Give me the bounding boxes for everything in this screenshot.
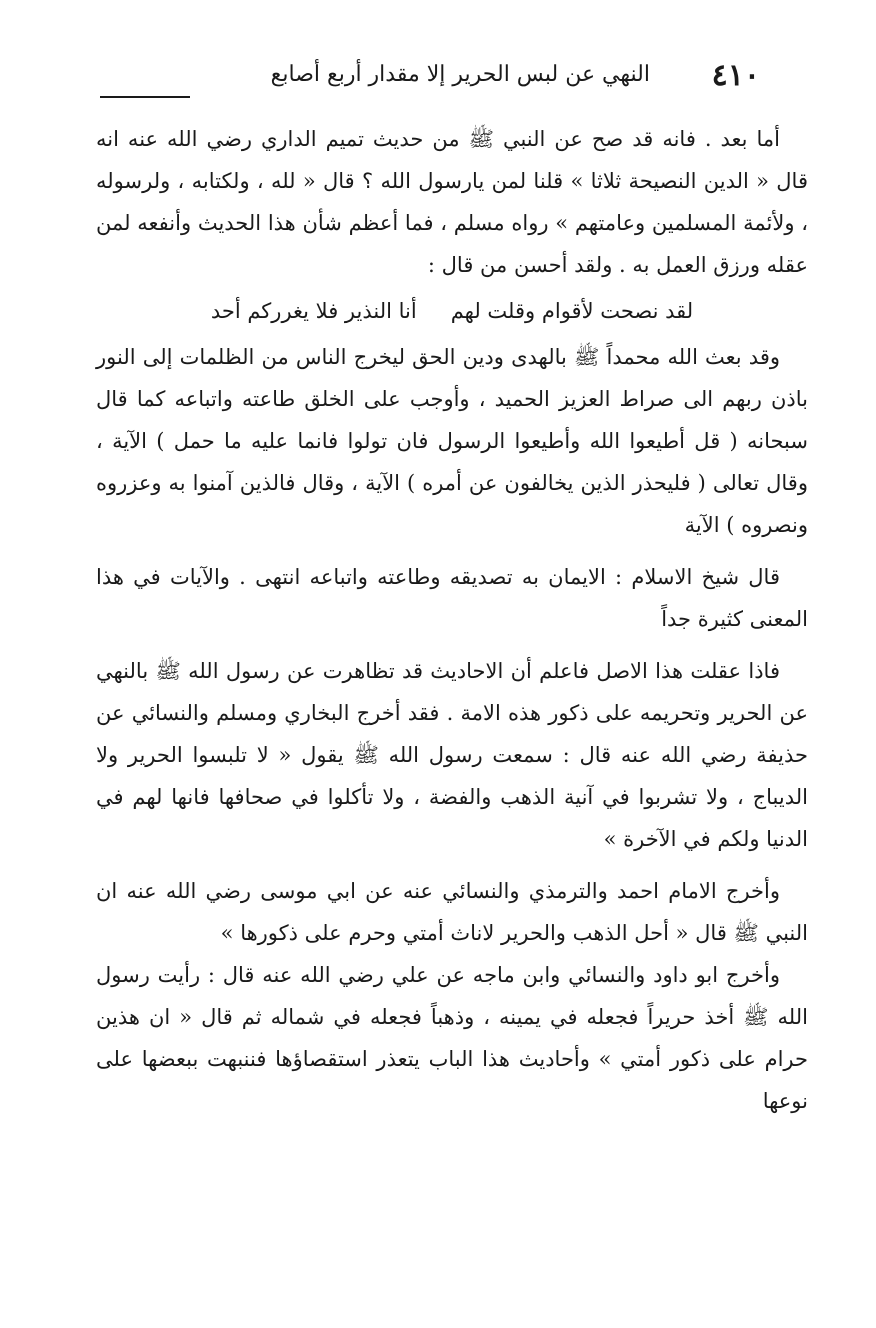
verse-first-hemistich: لقد نصحت لأقوام وقلت لهم xyxy=(450,299,694,323)
page-number: ٤١٠ xyxy=(711,58,760,93)
page-header xyxy=(100,56,760,100)
header-rule xyxy=(100,96,190,98)
running-title: النهي عن لبس الحرير إلا مقدار أربع أصابع xyxy=(270,62,650,87)
poetry-verse xyxy=(96,290,808,332)
paragraph-abu-musa-hadith: وأخرج الامام احمد والترمذي والنسائي عنه عن ابي موسى رضي الله عنه ان النبي ﷺ قال « أحل الذهب والحرير لاناث أمتي وحرم على ذكورها » xyxy=(96,879,808,945)
paragraph-mission: وقد بعث الله محمداً ﷺ بالهدى ودين الحق ليخرج الناس من الظلمات إلى النور باذن ربهم الى صراط العزيز الحميد ، وأوجب على الخلق طاعته واتباعه كما قال سبحانه ( قل أطيعوا الله وأطيعوا الرسول فان تولوا فانما عليه ما حمل ) الآية ، وقال تعالى ( فليحذر الذين يخالفون عن أمره ) الآية ، وقال فالذين آمنوا به وعزروه ونصروه ) الآية xyxy=(96,345,808,537)
verse-second-hemistich: أنا النذير فلا يغرركم أحد xyxy=(210,299,417,323)
paragraph-intro: أما بعد . فانه قد صح عن النبي ﷺ من حديث تميم الداري رضي الله عنه انه قال « الدين النصيحة ثلاثا » قلنا لمن يارسول الله ؟ قال « لله ، ولكتابه ، ولرسوله ، ولأئمة المسلمين وعامتهم » رواه مسلم ، فما أعظم شأن هذا الحديث وأنفعه لمن عقله ورزق العمل به . ولقد أحسن من قال : xyxy=(96,127,808,277)
paragraph-shaykh-quote: قال شيخ الاسلام : الايمان به تصديقه وطاعته واتباعه انتهى . والآيات في هذا المعنى كثيرة جداً xyxy=(96,565,808,631)
paragraph-silk-prohibition: فاذا عقلت هذا الاصل فاعلم أن الاحاديث قد تظاهرت عن رسول الله ﷺ بالنهي عن الحرير وتحريمه على ذكور هذه الامة . فقد أخرج البخاري ومسلم والنسائي عن حذيفة رضي الله عنه قال : سمعت رسول الله ﷺ يقول « لا تلبسوا الحرير ولا الديباج ، ولا تشربوا في آنية الذهب والفضة ، ولا تأكلوا في صحافها فانها لهم في الدنيا ولكم في الآخرة » xyxy=(96,659,808,851)
paragraph-ali-hadith: وأخرج ابو داود والنسائي وابن ماجه عن علي رضي الله عنه قال : رأيت رسول الله ﷺ أخذ حريراً فجعله في يمينه ، وذهباً فجعله في شماله ثم قال « ان هذين حرام على ذكور أمتي » وأحاديث هذا الباب يتعذر استقصاؤها فننبهت ببعضها على نوعها xyxy=(96,963,808,1113)
body-text xyxy=(96,118,808,1122)
